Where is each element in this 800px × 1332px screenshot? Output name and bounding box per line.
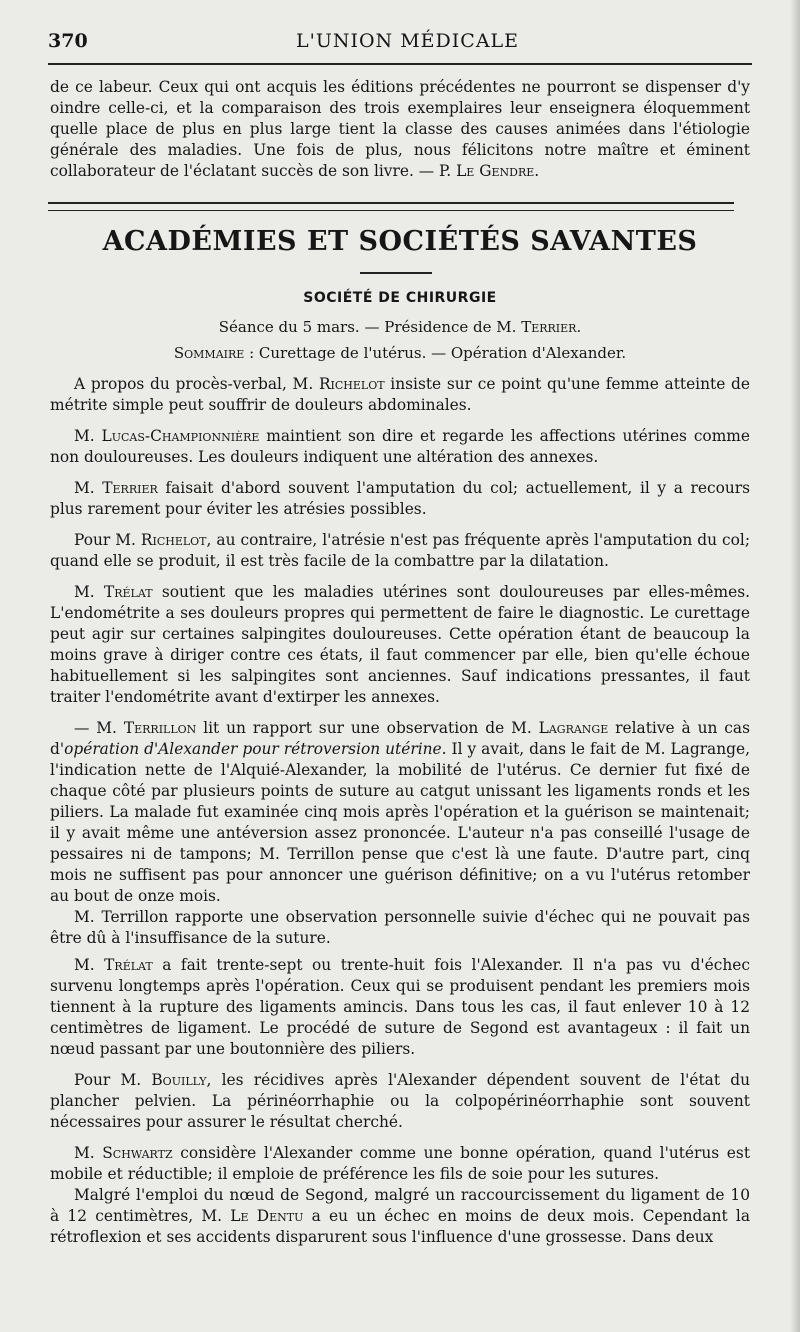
p3-text-rest: faisait d'abord souvent l'amputation du col; actuellement, il y a recours plus rarement pour éviter les atrésies possibles. <box>50 479 750 518</box>
intro-paragraph <box>50 77 750 182</box>
intro-block <box>50 77 750 182</box>
title-underline <box>360 272 432 274</box>
intro-text: de ce labeur. Ceux qui ont acquis les éditions précédentes ne pourront se dispenser d'y oindre celle-ci, et la comparaison des trois exemplaires leur enseignera éloquemment quelle place de plus en plus large tient la classe des causes animées dans l'étiologie générale des maladies. Une fois de plus, nous félicitons notre maître et éminent collaborateur de l'éclatant succès de son livre. — P. <box>50 78 750 180</box>
p6-text-mid: lit un rapport sur une observation de M. <box>196 719 539 737</box>
p10-text-rest: considère l'Alexander comme une bonne opération, quand l'utérus est mobile et réductible; il emploie de préférence les fils de soie pour les sutures. <box>50 1144 751 1183</box>
p2-text: M. <box>74 427 102 445</box>
paragraph-4 <box>50 530 750 572</box>
p9-surgeon: Bouilly <box>151 1071 207 1089</box>
p9-text: Pour M. <box>74 1071 152 1089</box>
p11-text: Malgré l'emploi du nœud de Segond, malgré un raccourcissement du ligament de 10 à 12 centimètres, M. <box>50 1186 750 1225</box>
paragraph-9 <box>50 1070 750 1133</box>
p2-text-rest: maintient son dire et regarde les affections utérines comme non douloureuses. Les douleurs indiquent une altération des annexes. <box>50 427 750 466</box>
report-block <box>50 374 750 1248</box>
paragraph-7: M. Terrillon rapporte une observation personnelle suivie d'échec qui ne pouvait pas être dû à l'insuffisance de la suture. <box>50 908 750 947</box>
p11-surgeon: Le Dentu <box>230 1207 304 1225</box>
p6-text-rest: Il y avait, dans le fait de M. Lagrange, l'indication nette de l'Alquié-Alexander, la mobilité de l'utérus. Ce dernier fut fixé de chaque côté par plusieurs points de suture au catgut unissant les ligaments ronds et les piliers. La malade fut examinée cinq mois après l'opération et la guérison se maintenait; il y avait même une antéversion assez prononcée. L'auteur n'a pas conseillé l'usage de pessaires ni de tampons; M. Terrillon pense que c'est là une faute. D'autre part, cinq mois ne suffisent pas pour annoncer une guérison définitive; on a vu l'utérus retomber au bout de onze mois. <box>50 740 750 905</box>
paragraph-11 <box>50 1185 750 1248</box>
p8-text-rest: a fait trente-sept ou trente-huit fois l'Alexander. Il n'a pas vu d'échec survenu longtemps après l'opération. Ceux qui se produisent pendant les premiers mois tiennent à la rupture des ligaments amincis. Dans tous les cas, il faut enlever 10 à 12 centimètres de ligament. Le procédé de suture de Segond est avantageux : il fait un nœud passant par une boutonnière des piliers. <box>50 956 750 1058</box>
running-head <box>48 28 748 58</box>
p2-surgeon: Lucas-Championnière <box>101 427 260 445</box>
p8-surgeon: Trélat <box>104 956 153 974</box>
p3-text: M. <box>74 479 103 497</box>
president-name: Terrier. <box>521 318 582 336</box>
sommaire-label: Sommaire <box>173 344 245 362</box>
intro-signature: Le Gendre. <box>456 162 540 180</box>
p5-text: M. <box>74 583 104 601</box>
p11-text-rest: a eu un échec en moins de deux mois. Cependant la rétroflexion et ses accidents disparurent sous l'influence d'une grossesse. Dans deux <box>50 1207 750 1246</box>
p6-surgeon-2: Lagrange <box>538 719 609 737</box>
paragraph-2 <box>50 426 750 468</box>
section-title: ACADÉMIES ET SOCIÉTÉS SAVANTES <box>102 226 698 257</box>
paragraph-3 <box>50 478 750 520</box>
section-divider <box>48 202 734 211</box>
p4-text: Pour M. <box>74 531 141 549</box>
p5-text-rest: soutient que les maladies utérines sont douloureuses par elles-mêmes. L'endométrite a ses douleurs propres qui permettent de faire le diagnostic. Le curettage peut agir sur certaines salpingites douloureuses. Cette opération étant de beaucoup la moins grave à diriger contre ces états, il faut commencer par elle, bien qu'elle échoue habituellement si les salpingites sont anciennes. Sauf indications pressantes, il faut traiter l'endométrite avant d'extirper les annexes. <box>50 583 750 706</box>
sommaire-text: : Curettage de l'utérus. — Opération d'Alexander. <box>244 344 627 362</box>
p1-text: A propos du procès-verbal, M. <box>74 375 319 393</box>
header-rule <box>48 63 752 65</box>
p1-text-rest: insiste sur ce point qu'une femme atteinte de métrite simple peut souffrir de douleurs abdominales. <box>50 375 750 414</box>
seance-text: Séance du 5 mars. — Présidence de M. <box>218 318 522 336</box>
page-edge-shadow <box>790 0 800 1332</box>
p6-italic-title: opération d'Alexander pour rétroversion utérine. <box>64 740 447 758</box>
paragraph-10 <box>50 1143 750 1185</box>
p8-text: M. <box>74 956 105 974</box>
paragraph-8 <box>50 955 750 1060</box>
p9-text-rest: , les récidives après l'Alexander dépendent souvent de l'état du plancher pelvien. La périnéorrhaphie ou la colpopérinéorrhaphie sont souvent nécessaires pour assurer le résultat cherché. <box>50 1071 750 1131</box>
p4-text-rest: , au contraire, l'atrésie n'est pas fréquente après l'amputation du col; quand elle se produit, il est très facile de la combattre par la dilatation. <box>50 531 751 570</box>
paragraph-5 <box>50 582 750 708</box>
p4-surgeon: Richelot <box>140 531 207 549</box>
journal-title: L'UNION MÉDICALE <box>296 30 520 52</box>
p6-text: — M. <box>74 719 124 737</box>
society-name: SOCIÉTÉ DE CHIRURGIE <box>303 290 497 306</box>
p3-surgeon: Terrier <box>102 479 158 497</box>
seance-line <box>0 318 800 336</box>
p6-surgeon: Terrillon <box>123 719 197 737</box>
p1-surgeon: Richelot <box>318 375 385 393</box>
p5-surgeon: Trélat <box>103 583 153 601</box>
p10-text: M. <box>74 1144 103 1162</box>
paragraph-6 <box>50 718 750 907</box>
page-number: 370 <box>48 30 88 52</box>
paragraph-1 <box>50 374 750 416</box>
p10-surgeon: Schwartz <box>102 1144 173 1162</box>
p6-text-mid-2: relative à un cas d' <box>50 719 750 758</box>
sommaire-line <box>0 344 800 362</box>
